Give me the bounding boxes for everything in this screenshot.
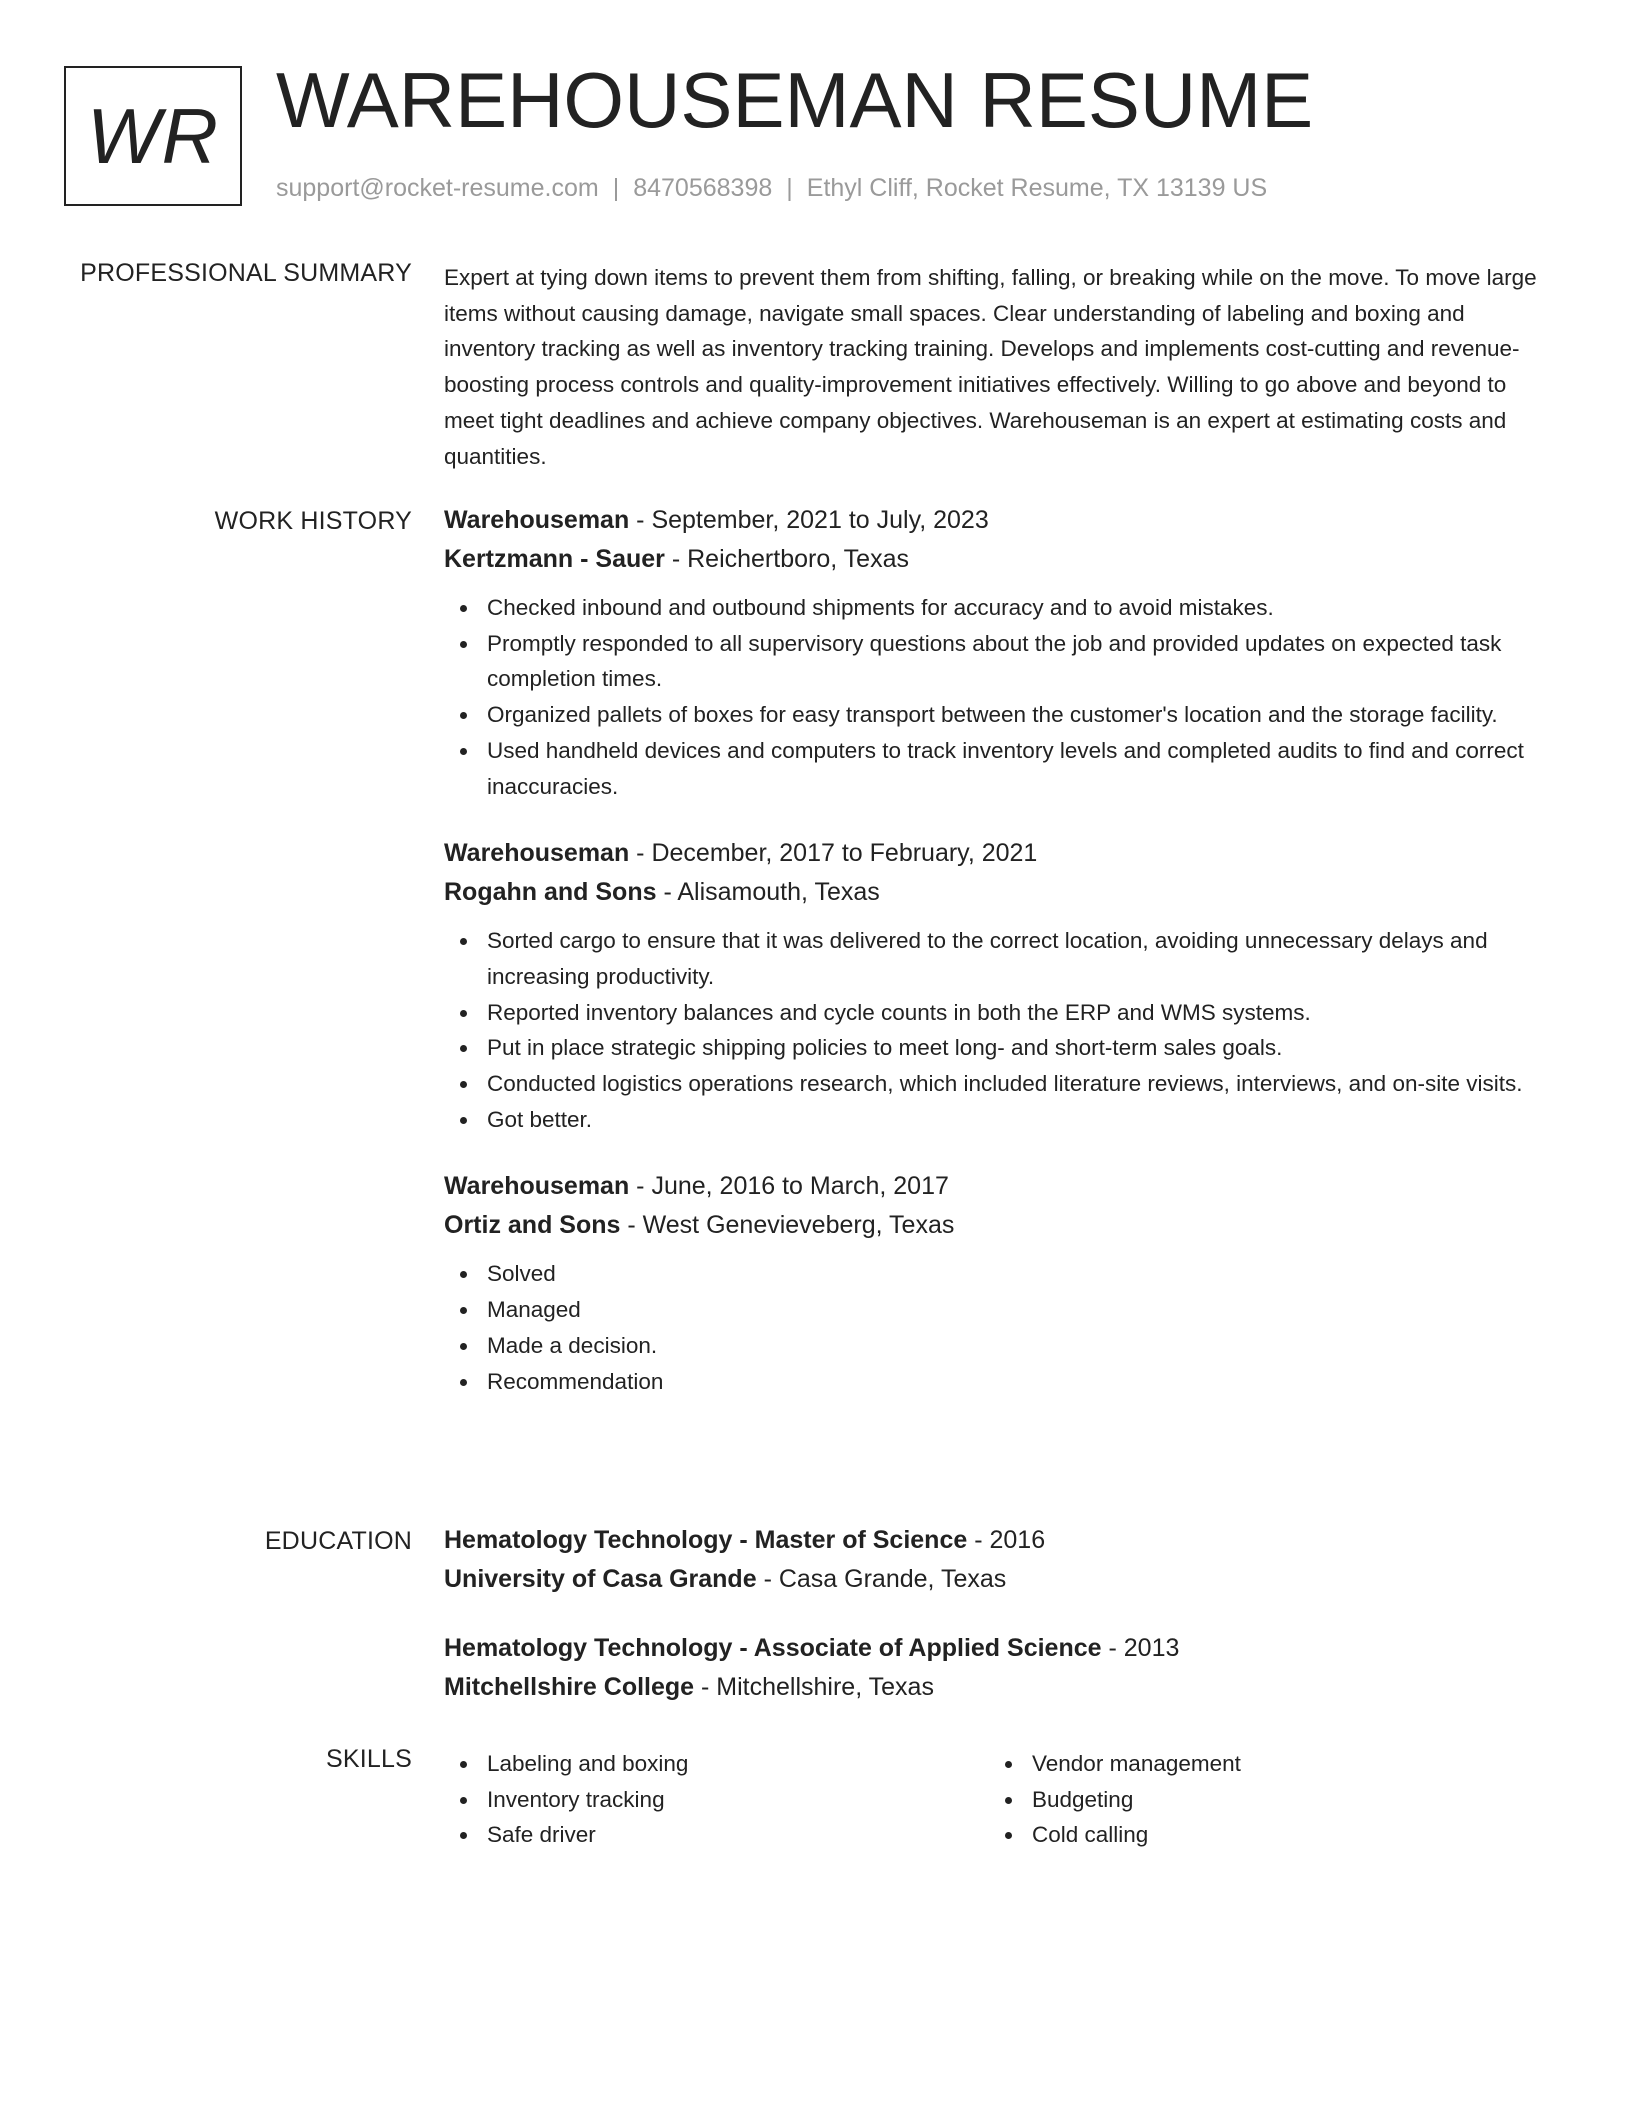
job-location: - Alisamouth, Texas: [656, 878, 880, 907]
job-company: Ortiz and Sons: [444, 1211, 621, 1240]
job-bullet: Promptly responded to all supervisory questions about the job and provided updates on expected task completion times.: [444, 626, 1554, 697]
job-bullet: Put in place strategic shipping policies to meet long- and short-term sales goals.: [444, 1030, 1554, 1066]
summary-label: PROFESSIONAL SUMMARY: [80, 259, 412, 287]
job-entry: [444, 1167, 1554, 1399]
job-bullet: Organized pallets of boxes for easy transport between the customer's location and the storage facility.: [444, 697, 1554, 733]
contact-address: Ethyl Cliff, Rocket Resume, TX 13139 US: [806, 174, 1268, 202]
education-location: - Casa Grande, Texas: [756, 1565, 1007, 1593]
job-bullet: Got better.: [444, 1102, 1554, 1138]
job-dates: - December, 2017 to February, 2021: [629, 839, 1038, 868]
education-school: University of Casa Grande: [444, 1565, 757, 1593]
job-title: Warehouseman: [444, 506, 630, 534]
skill-item: Labeling and boxing: [444, 1746, 989, 1782]
education-body: [444, 1521, 1554, 1737]
job-title-line: [444, 501, 1554, 540]
contact-separator: |: [612, 174, 620, 202]
work-history-body: [444, 501, 1554, 1429]
job-company-line: [444, 1206, 1554, 1245]
education-year: - 2016: [967, 1526, 1046, 1554]
contact-email: support@rocket-resume.com: [276, 174, 599, 202]
skill-item: Vendor management: [989, 1746, 1534, 1782]
job-bullet: Solved: [444, 1256, 1554, 1292]
resume-title: WAREHOUSEMAN RESUME: [276, 56, 1314, 144]
job-location: - Reichertboro, Texas: [664, 545, 909, 573]
skills-label: SKILLS: [326, 1745, 412, 1773]
education-year: - 2013: [1101, 1634, 1180, 1662]
education-degree-line: [444, 1629, 1554, 1668]
job-bullet: Conducted logistics operations research, which included literature reviews, interviews, and on-site visits.: [444, 1066, 1554, 1102]
skills-grid: [444, 1746, 1554, 1853]
education-degree-line: [444, 1521, 1554, 1560]
contact-line: [276, 174, 1267, 203]
education-school: Mitchellshire College: [444, 1673, 695, 1701]
contact-separator: |: [786, 174, 793, 202]
summary-text: Expert at tying down items to prevent them from shifting, falling, or breaking while on the move. To move large items without causing damage, navigate small spaces. Clear understanding of labeling and boxing and inventory tracking as well as inventory tracking training. Develops and implements cost-cutting and revenue-boosting process controls and quality-improvement initiatives effectively. Willing to go above and beyond to meet tight deadlines and achieve company objectives. Warehouseman is an expert at estimating costs and quantities.: [444, 265, 1537, 469]
job-company: Rogahn and Sons: [444, 878, 657, 907]
job-company-line: [444, 540, 1554, 579]
skill-item: Budgeting: [989, 1782, 1534, 1818]
job-title-line: [444, 1167, 1554, 1206]
job-bullet: Used handheld devices and computers to track inventory levels and completed audits to find and correct inaccuracies.: [444, 733, 1554, 804]
education-school-line: [444, 1668, 1554, 1707]
skills-column-right: [989, 1746, 1534, 1853]
job-entry: [444, 834, 1554, 1137]
job-bullet: Recommendation: [444, 1364, 1554, 1400]
job-location: - West Genevieveberg, Texas: [620, 1211, 955, 1240]
job-bullet: Managed: [444, 1292, 1554, 1328]
job-bullet: Sorted cargo to ensure that it was delivered to the correct location, avoiding unnecessary delays and increasing productivity.: [444, 923, 1554, 994]
skills-column-left: [444, 1746, 989, 1853]
job-bullet: Checked inbound and outbound shipments for accuracy and to avoid mistakes.: [444, 590, 1554, 626]
job-company-line: [444, 873, 1554, 912]
skill-item: Safe driver: [444, 1817, 989, 1853]
skill-item: Inventory tracking: [444, 1782, 989, 1818]
job-company: Kertzmann - Sauer: [444, 545, 665, 573]
summary-body: [444, 260, 1554, 474]
job-title-line: [444, 834, 1554, 873]
job-bullet: Reported inventory balances and cycle counts in both the ERP and WMS systems.: [444, 995, 1554, 1031]
job-bullets: [444, 590, 1554, 804]
job-dates: - September, 2021 to July, 2023: [629, 506, 989, 534]
job-bullet: Made a decision.: [444, 1328, 1554, 1364]
skill-item: Cold calling: [989, 1817, 1534, 1853]
education-label: EDUCATION: [264, 1527, 412, 1555]
skills-body: [444, 1746, 1554, 1853]
job-entry: [444, 501, 1554, 804]
education-location: - Mitchellshire, Texas: [694, 1673, 934, 1701]
skills-list: [989, 1746, 1534, 1853]
job-title: Warehouseman: [444, 1172, 630, 1201]
contact-phone: 8470568398: [633, 174, 773, 202]
job-title: Warehouseman: [444, 839, 630, 868]
skills-list: [444, 1746, 989, 1853]
education-entry: [444, 1521, 1554, 1599]
job-bullets: [444, 923, 1554, 1137]
education-school-line: [444, 1560, 1554, 1599]
monogram-logo: WR: [64, 66, 242, 206]
education-degree: Hematology Technology - Master of Science: [444, 1526, 968, 1554]
education-degree: Hematology Technology - Associate of Applied Science: [444, 1634, 1102, 1662]
job-bullets: [444, 1256, 1554, 1399]
work-history-label: WORK HISTORY: [214, 507, 412, 535]
job-dates: - June, 2016 to March, 2017: [629, 1172, 949, 1201]
education-entry: [444, 1629, 1554, 1707]
